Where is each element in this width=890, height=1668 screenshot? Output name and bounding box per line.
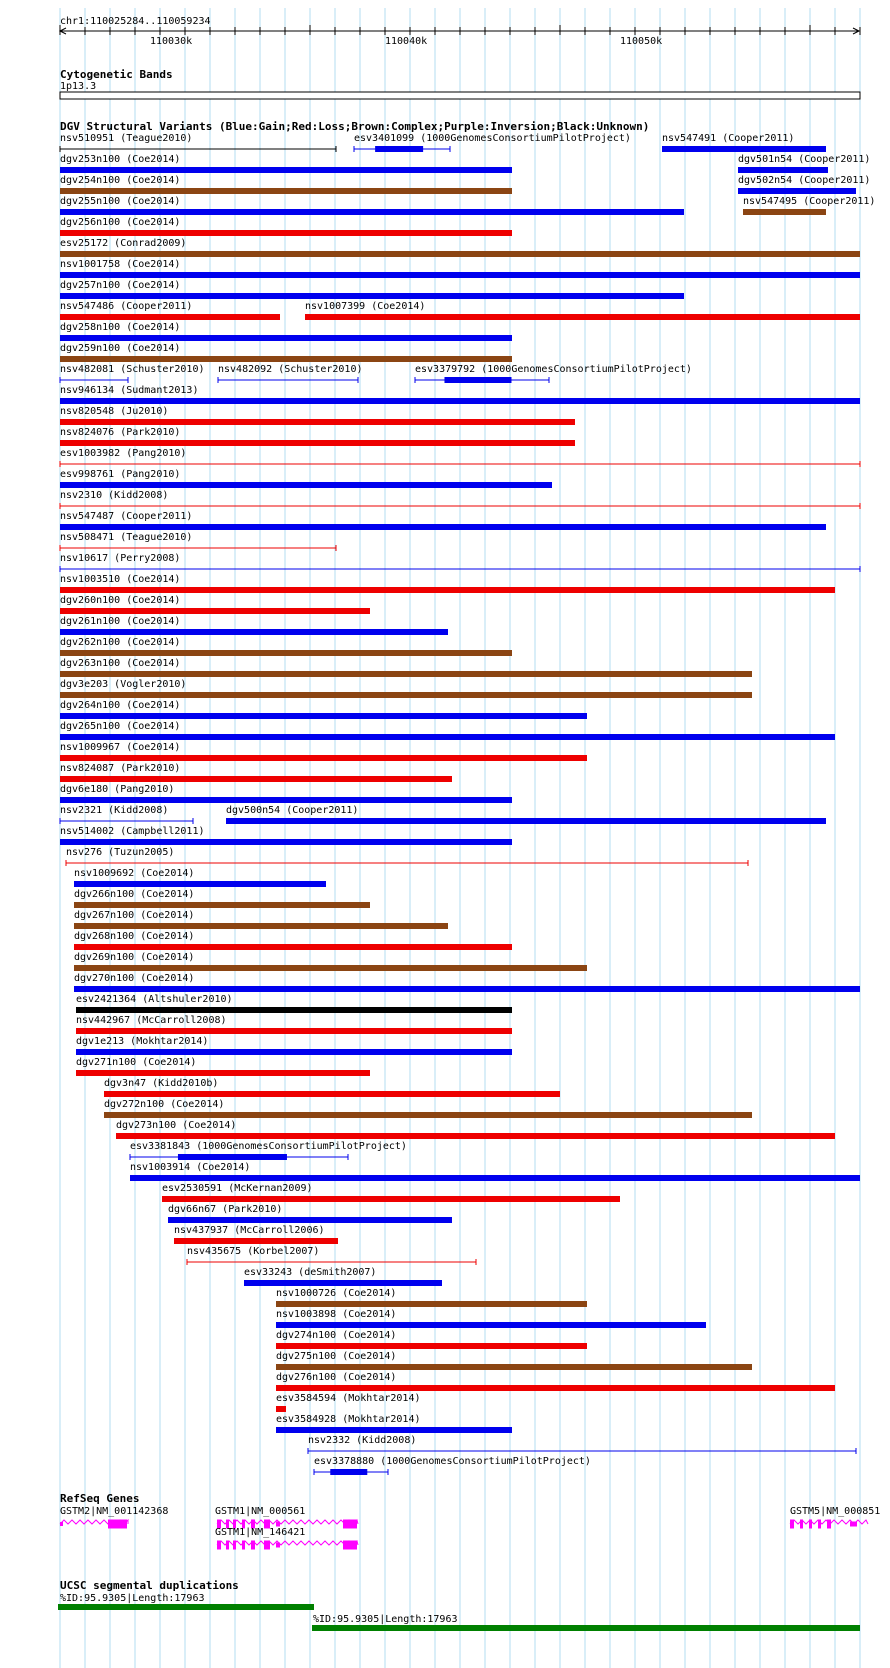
dgv-feature-label: esv3381843 (1000GenomesConsortiumPilotProject)	[130, 1141, 407, 1152]
dgv-track[interactable]	[60, 120, 875, 1475]
dgv-feature-bar	[60, 314, 280, 320]
segdup-feature[interactable]	[312, 1614, 860, 1631]
gene-exon	[850, 1522, 857, 1527]
gene-exon	[800, 1520, 803, 1529]
dgv-feature-label: nsv547486 (Cooper2011)	[60, 301, 193, 312]
dgv-feature[interactable]	[276, 1351, 752, 1370]
dgv-feature-bar	[60, 230, 512, 236]
gene-exon	[818, 1520, 821, 1529]
dgv-feature[interactable]	[276, 1393, 421, 1412]
dgv-feature-bar	[60, 734, 835, 740]
dgv-feature-bar	[74, 965, 587, 971]
dgv-feature-label: esv3379792 (1000GenomesConsortiumPilotProject)	[415, 364, 692, 375]
dgv-feature[interactable]	[66, 847, 748, 866]
gene-label: GSTM1|NM_000561	[215, 1506, 306, 1517]
dgv-feature-bar	[60, 713, 587, 719]
dgv-feature-bar	[276, 1364, 752, 1370]
dgv-feature[interactable]	[60, 511, 826, 530]
dgv-feature-bar	[276, 1406, 286, 1412]
dgv-feature[interactable]	[60, 784, 512, 803]
dgv-feature[interactable]	[60, 196, 684, 215]
gene-model	[60, 1520, 128, 1529]
dgv-feature-label: nsv508471 (Teague2010)	[60, 532, 193, 543]
dgv-feature-label: nsv1007399 (Coe2014)	[305, 301, 426, 312]
dgv-feature-label: dgv264n100 (Coe2014)	[60, 700, 181, 711]
dgv-feature-bar	[276, 1301, 587, 1307]
dgv-feature-bar	[662, 146, 826, 152]
dgv-feature-label: esv2530591 (McKernan2009)	[162, 1183, 313, 1194]
dgv-feature-label: dgv257n100 (Coe2014)	[60, 280, 181, 291]
dgv-feature[interactable]	[162, 1183, 620, 1202]
dgv-feature[interactable]	[60, 658, 752, 677]
dgv-feature-label: nsv1009967 (Coe2014)	[60, 742, 181, 753]
dgv-feature[interactable]	[60, 427, 575, 446]
dgv-feature-bar	[60, 440, 575, 446]
dgv-feature-label: nsv1001758 (Coe2014)	[60, 259, 181, 270]
gene-exon	[226, 1541, 229, 1550]
dgv-feature[interactable]	[60, 301, 280, 320]
gene-intron	[217, 1520, 358, 1524]
refseq-track-title: RefSeq Genes	[60, 1492, 140, 1505]
dgv-feature[interactable]	[276, 1372, 835, 1391]
dgv-feature-core	[178, 1154, 287, 1160]
dgv-feature-bar	[60, 188, 512, 194]
dgv-feature-bar	[60, 167, 512, 173]
gene-exon	[790, 1520, 794, 1529]
dgv-feature-bar	[74, 881, 326, 887]
gene-exon	[251, 1541, 255, 1550]
dgv-feature[interactable]	[415, 364, 692, 383]
dgv-feature[interactable]	[74, 889, 370, 908]
gene-label: GSTM1|NM_146421	[215, 1527, 306, 1538]
dgv-feature-label: esv33243 (deSmith2007)	[244, 1267, 377, 1278]
dgv-feature[interactable]	[60, 175, 512, 194]
dgv-feature[interactable]	[60, 133, 336, 152]
cytoband-bar	[60, 92, 860, 99]
dgv-feature-label: dgv253n100 (Coe2014)	[60, 154, 181, 165]
dgv-feature-bar	[743, 209, 826, 215]
dgv-feature-label: dgv268n100 (Coe2014)	[74, 931, 195, 942]
dgv-feature-bar	[174, 1238, 338, 1244]
refseq-track[interactable]	[60, 1492, 880, 1550]
dgv-feature-label: dgv259n100 (Coe2014)	[60, 343, 181, 354]
dgv-feature[interactable]	[226, 805, 826, 824]
dgv-feature-label: nsv442967 (McCarroll2008)	[76, 1015, 227, 1026]
dgv-feature-label: nsv2310 (Kidd2008)	[60, 490, 169, 501]
dgv-feature-label: nsv547491 (Cooper2011)	[662, 133, 795, 144]
dgv-feature-label: dgv255n100 (Coe2014)	[60, 196, 181, 207]
dgv-feature-label: dgv6e180 (Pang2010)	[60, 784, 175, 795]
dgv-feature[interactable]	[305, 301, 860, 320]
dgv-feature-bar	[168, 1217, 452, 1223]
dgv-feature-bar	[60, 650, 512, 656]
dgv-feature[interactable]	[76, 1036, 512, 1055]
dgv-feature[interactable]	[76, 994, 512, 1013]
dgv-feature-label: nsv1003914 (Coe2014)	[130, 1162, 251, 1173]
gene-exon	[264, 1541, 270, 1550]
ruler-tick-label: 110040k	[385, 36, 428, 47]
dgv-feature-bar	[74, 902, 370, 908]
dgv-feature-bar	[244, 1280, 442, 1286]
dgv-feature-label: dgv1e213 (Mokhtar2014)	[76, 1036, 209, 1047]
dgv-feature[interactable]	[743, 196, 875, 215]
dgv-feature[interactable]	[60, 763, 452, 782]
dgv-feature[interactable]	[276, 1309, 706, 1328]
dgv-track-title: DGV Structural Variants (Blue:Gain;Red:Loss;Brown:Complex;Purple:Inversion;Black:Unknown)	[60, 120, 650, 133]
dgv-feature[interactable]	[276, 1288, 587, 1307]
dgv-feature[interactable]	[314, 1456, 591, 1475]
dgv-feature[interactable]	[738, 154, 870, 173]
dgv-feature-label: nsv1003898 (Coe2014)	[276, 1309, 397, 1320]
ruler-tick-label: 110050k	[620, 36, 663, 47]
dgv-feature-label: nsv547495 (Cooper2011)	[743, 196, 876, 207]
dgv-feature-bar	[74, 944, 512, 950]
dgv-feature-bar	[104, 1112, 752, 1118]
dgv-feature-label: nsv482081 (Schuster2010)	[60, 364, 205, 375]
dgv-feature-label: nsv820548 (Ju2010)	[60, 406, 169, 417]
dgv-feature-label: dgv273n100 (Coe2014)	[116, 1120, 237, 1131]
dgv-feature-bar	[276, 1427, 512, 1433]
dgv-feature-bar	[76, 1028, 512, 1034]
dgv-feature-label: dgv271n100 (Coe2014)	[76, 1057, 197, 1068]
gene-exon	[276, 1543, 280, 1548]
dgv-feature-bar	[74, 986, 860, 992]
dgv-feature-bar	[60, 608, 370, 614]
dgv-feature[interactable]	[60, 679, 752, 698]
dgv-feature-label: dgv269n100 (Coe2014)	[74, 952, 195, 963]
dgv-feature[interactable]	[60, 637, 512, 656]
cytoband-track-title: Cytogenetic Bands	[60, 68, 173, 81]
dgv-feature-label: esv3584928 (Mokhtar2014)	[276, 1414, 421, 1425]
dgv-feature[interactable]	[60, 742, 587, 761]
dgv-feature[interactable]	[60, 532, 336, 551]
dgv-feature[interactable]	[60, 322, 512, 341]
dgv-feature-core	[375, 146, 423, 152]
dgv-feature-label: dgv500n54 (Cooper2011)	[226, 805, 359, 816]
dgv-feature[interactable]	[60, 574, 835, 593]
dgv-feature-label: dgv502n54 (Cooper2011)	[738, 175, 871, 186]
segdup-label: %ID:95.9305|Length:17963	[60, 1593, 205, 1604]
dgv-feature-label: dgv276n100 (Coe2014)	[276, 1372, 397, 1383]
dgv-feature-label: dgv272n100 (Coe2014)	[104, 1099, 225, 1110]
dgv-feature-bar	[74, 923, 448, 929]
dgv-feature[interactable]	[218, 364, 363, 383]
gene-intron	[217, 1541, 358, 1545]
dgv-feature-label: dgv274n100 (Coe2014)	[276, 1330, 397, 1341]
dgv-feature-label: nsv437937 (McCarroll2006)	[174, 1225, 325, 1236]
gene-exon	[217, 1541, 221, 1550]
dgv-feature-bar	[276, 1343, 587, 1349]
gene-model	[790, 1520, 868, 1529]
dgv-feature-bar	[60, 776, 452, 782]
gene-exon	[343, 1541, 357, 1550]
dgv-feature-bar	[60, 293, 684, 299]
dgv-feature-bar	[305, 314, 860, 320]
dgv-feature-label: esv3401099 (1000GenomesConsortiumPilotProject)	[354, 133, 631, 144]
dgv-feature-bar	[76, 1007, 512, 1013]
segdup-bar	[58, 1604, 314, 1610]
dgv-feature[interactable]	[276, 1414, 512, 1433]
dgv-feature-label: nsv946134 (Sudmant2013)	[60, 385, 199, 396]
dgv-feature-label: dgv256n100 (Coe2014)	[60, 217, 181, 228]
dgv-feature[interactable]	[60, 721, 835, 740]
dgv-feature-label: dgv501n54 (Cooper2011)	[738, 154, 871, 165]
dgv-feature[interactable]	[60, 217, 512, 236]
dgv-feature-label: dgv258n100 (Coe2014)	[60, 322, 181, 333]
dgv-feature-bar	[116, 1133, 835, 1139]
dgv-feature-bar	[60, 251, 860, 257]
dgv-feature[interactable]	[116, 1120, 835, 1139]
dgv-feature[interactable]	[187, 1246, 476, 1265]
dgv-feature-label: dgv263n100 (Coe2014)	[60, 658, 181, 669]
dgv-feature-bar	[60, 671, 752, 677]
dgv-feature-bar	[60, 755, 587, 761]
dgv-feature[interactable]	[76, 1057, 370, 1076]
dgv-feature-bar	[276, 1322, 706, 1328]
dgv-feature-bar	[60, 839, 512, 845]
dgv-feature-label: dgv260n100 (Coe2014)	[60, 595, 181, 606]
dgv-feature[interactable]	[60, 343, 512, 362]
dgv-feature-label: nsv276 (Tuzun2005)	[66, 847, 175, 858]
dgv-feature-label: dgv270n100 (Coe2014)	[74, 973, 195, 984]
dgv-feature-label: dgv3n47 (Kidd2010b)	[104, 1078, 219, 1089]
gene-exon	[108, 1520, 127, 1529]
dgv-feature-label: nsv547487 (Cooper2011)	[60, 511, 193, 522]
dgv-feature-label: esv2421364 (Altshuler2010)	[76, 994, 233, 1005]
dgv-feature-label: nsv514002 (Campbell2011)	[60, 826, 205, 837]
dgv-feature-label: nsv824087 (Park2010)	[60, 763, 181, 774]
dgv-feature[interactable]	[60, 826, 512, 845]
segdup-feature[interactable]	[58, 1593, 314, 1610]
dgv-feature-label: dgv275n100 (Coe2014)	[276, 1351, 397, 1362]
dgv-feature[interactable]	[60, 154, 512, 173]
segdup-track-title: UCSC segmental duplications	[60, 1579, 239, 1592]
dgv-feature-bar	[60, 629, 448, 635]
dgv-feature[interactable]	[354, 133, 631, 152]
dgv-feature-label: nsv510951 (Teague2010)	[60, 133, 193, 144]
gene-exon	[60, 1522, 63, 1526]
dgv-feature-bar	[60, 356, 512, 362]
refseq-gene[interactable]	[60, 1506, 168, 1529]
gene-exon	[809, 1520, 812, 1529]
ruler-tick-label: 110030k	[150, 36, 193, 47]
dgv-feature-bar	[76, 1070, 370, 1076]
dgv-feature-bar	[60, 335, 512, 341]
dgv-feature-bar	[60, 587, 835, 593]
dgv-feature-bar	[162, 1196, 620, 1202]
segdup-track[interactable]	[58, 1579, 860, 1631]
dgv-feature[interactable]	[74, 973, 860, 992]
dgv-feature[interactable]	[60, 280, 684, 299]
dgv-feature-bar	[60, 797, 512, 803]
dgv-feature[interactable]	[244, 1267, 442, 1286]
refseq-gene[interactable]	[215, 1506, 358, 1529]
refseq-gene[interactable]	[215, 1527, 358, 1550]
dgv-feature-label: dgv3e203 (Vogler2010)	[60, 679, 187, 690]
dgv-feature-list	[60, 133, 875, 1475]
dgv-feature-core	[330, 1469, 367, 1475]
gene-exon	[276, 1522, 280, 1527]
dgv-feature-bar	[60, 524, 826, 530]
dgv-feature[interactable]	[60, 616, 448, 635]
gene-exon	[343, 1520, 357, 1529]
dgv-feature-label: esv1003982 (Pang2010)	[60, 448, 187, 459]
dgv-feature[interactable]	[74, 868, 326, 887]
dgv-feature-label: dgv267n100 (Coe2014)	[74, 910, 195, 921]
dgv-feature-bar	[738, 188, 856, 194]
dgv-feature-core	[444, 377, 511, 383]
segdup-label: %ID:95.9305|Length:17963	[313, 1614, 458, 1625]
dgv-feature[interactable]	[104, 1078, 560, 1097]
gene-model	[217, 1541, 358, 1550]
dgv-feature[interactable]	[60, 364, 205, 383]
dgv-feature[interactable]	[738, 175, 870, 194]
dgv-feature-bar	[60, 398, 860, 404]
segdup-bar	[312, 1625, 860, 1631]
dgv-feature-bar	[276, 1385, 835, 1391]
gene-exon	[233, 1541, 236, 1550]
dgv-feature-label: dgv254n100 (Coe2014)	[60, 175, 181, 186]
dgv-feature[interactable]	[130, 1162, 860, 1181]
dgv-feature-label: nsv2321 (Kidd2008)	[60, 805, 169, 816]
dgv-feature-label: nsv2332 (Kidd2008)	[308, 1435, 417, 1446]
dgv-feature-bar	[226, 818, 826, 824]
dgv-feature-label: dgv262n100 (Coe2014)	[60, 637, 181, 648]
dgv-feature-bar	[60, 419, 575, 425]
dgv-feature-label: dgv265n100 (Coe2014)	[60, 721, 181, 732]
dgv-feature[interactable]	[174, 1225, 338, 1244]
dgv-feature[interactable]	[60, 406, 575, 425]
dgv-feature[interactable]	[60, 700, 587, 719]
dgv-feature-label: nsv435675 (Korbel2007)	[187, 1246, 320, 1257]
dgv-feature-label: esv998761 (Pang2010)	[60, 469, 181, 480]
gene-label: GSTM2|NM_001142368	[60, 1506, 169, 1517]
dgv-feature[interactable]	[104, 1099, 752, 1118]
dgv-feature-bar	[60, 482, 552, 488]
dgv-feature-label: nsv824076 (Park2010)	[60, 427, 181, 438]
dgv-feature-label: dgv261n100 (Coe2014)	[60, 616, 181, 627]
dgv-feature-bar	[60, 692, 752, 698]
dgv-feature-bar	[76, 1049, 512, 1055]
dgv-feature-label: dgv66n67 (Park2010)	[168, 1204, 283, 1215]
dgv-feature[interactable]	[74, 910, 448, 929]
gene-exon	[242, 1541, 245, 1550]
dgv-feature-label: dgv266n100 (Coe2014)	[74, 889, 195, 900]
dgv-feature[interactable]	[60, 595, 370, 614]
dgv-feature[interactable]	[76, 1015, 512, 1034]
dgv-feature-bar	[60, 209, 684, 215]
dgv-feature[interactable]	[130, 1141, 407, 1160]
dgv-feature-label: nsv1000726 (Coe2014)	[276, 1288, 397, 1299]
dgv-feature-label: nsv482092 (Schuster2010)	[218, 364, 363, 375]
dgv-feature-bar	[60, 272, 860, 278]
dgv-feature-label: nsv10617 (Perry2008)	[60, 553, 181, 564]
dgv-feature-bar	[130, 1175, 860, 1181]
dgv-feature[interactable]	[60, 469, 552, 488]
dgv-feature[interactable]	[74, 931, 512, 950]
dgv-feature-label: esv3584594 (Mokhtar2014)	[276, 1393, 421, 1404]
dgv-feature[interactable]	[662, 133, 826, 152]
dgv-feature[interactable]	[276, 1330, 587, 1349]
region-label: chr1:110025284..110059234	[60, 16, 211, 27]
dgv-feature[interactable]	[60, 805, 193, 824]
dgv-feature-label: esv3378880 (1000GenomesConsortiumPilotProject)	[314, 1456, 591, 1467]
dgv-feature-label: esv25172 (Conrad2009)	[60, 238, 187, 249]
cytoband-label: 1p13.3	[60, 81, 97, 92]
dgv-feature-label: nsv1003510 (Coe2014)	[60, 574, 181, 585]
dgv-feature[interactable]	[308, 1435, 856, 1454]
dgv-feature-bar	[738, 167, 828, 173]
gene-label: GSTM5|NM_000851	[790, 1506, 881, 1517]
dgv-feature-bar	[104, 1091, 560, 1097]
gene-exon	[827, 1520, 831, 1529]
dgv-feature-label: nsv1009692 (Coe2014)	[74, 868, 195, 879]
